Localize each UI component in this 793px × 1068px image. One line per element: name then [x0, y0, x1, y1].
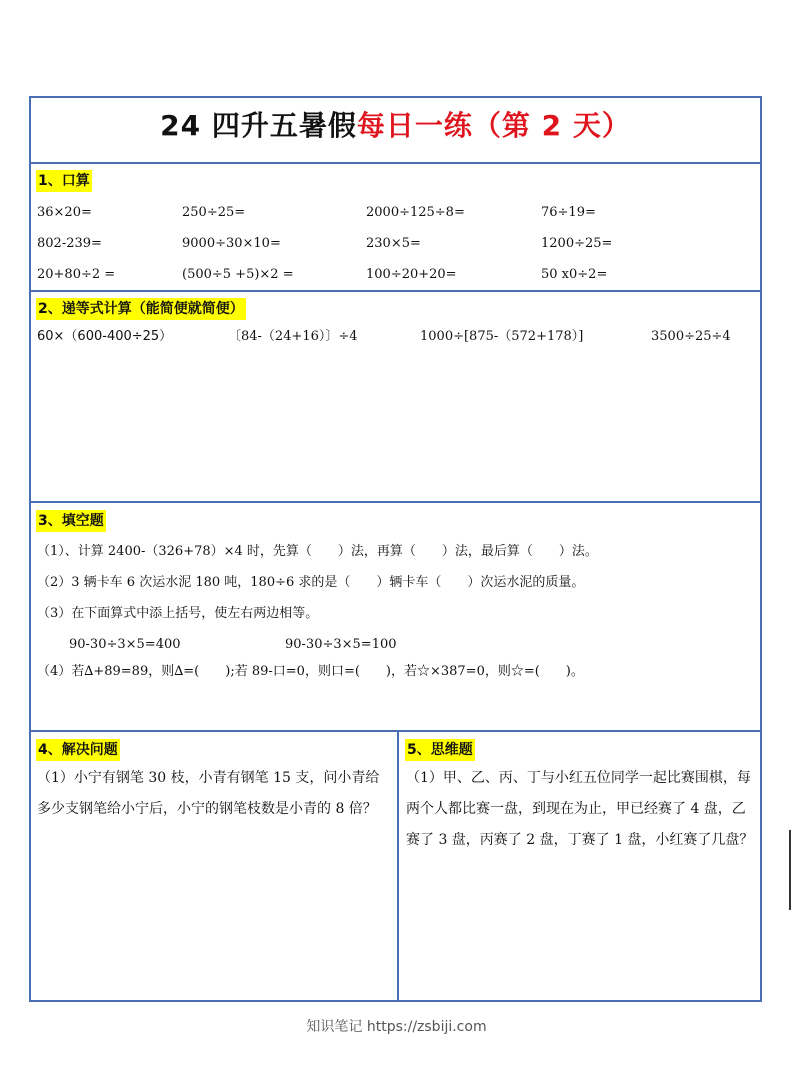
title-red-part: 每日一练（第 2 天）	[356, 109, 631, 142]
divider-sec1	[31, 290, 760, 292]
oral-calc-item: 100÷20+20=	[366, 267, 457, 282]
oral-calc-item: 802-239=	[37, 236, 102, 251]
section-4-heading: 4、解决问题	[36, 739, 120, 761]
stepwise-calc-item: 〔84-（24+16）〕÷4	[228, 329, 358, 344]
oral-calc-item: 1200÷25=	[541, 236, 613, 251]
title-black-part: 24 四升五暑假	[160, 109, 357, 142]
oral-calc-item: 50 x0÷2=	[541, 267, 608, 282]
fill-blank-q2: （2）3 辆卡车 6 次运水泥 180 吨，180÷6 求的是（ ）辆卡车（ ）次运水泥的质量。	[37, 575, 585, 590]
divider-sec4-sec5	[397, 730, 399, 1002]
problem-solving-text: （1）小宁有钢笔 30 枝，小青有钢笔 15 支，问小青给多少支钢笔给小宁后，小宁的钢笔枝数是小青的 8 倍？	[37, 770, 380, 817]
divider-title	[31, 162, 760, 164]
oral-calc-item: 20+80÷2 =	[37, 267, 116, 282]
section-2-heading: 2、递等式计算（能简便就简便）	[36, 298, 246, 320]
section-1-heading: 1、口算	[36, 170, 92, 192]
stepwise-calc-item: 60×（600-400÷25）	[37, 329, 173, 344]
divider-sec2	[31, 501, 760, 503]
oral-calc-item: 250÷25=	[182, 205, 246, 220]
oral-calc-item: 76÷19=	[541, 205, 596, 220]
oral-calc-item: 9000÷30×10=	[182, 236, 281, 251]
oral-calc-item: (500÷5 +5)×2 =	[182, 267, 294, 282]
stepwise-calc-item: 1000÷[875-（572+178）]	[420, 329, 584, 344]
fill-blank-q4: （4）若∆+89=89，则∆=( );若 89-口=0，则口=( )，若☆×387=0，则☆=( )。	[37, 664, 584, 679]
divider-sec3	[31, 730, 760, 732]
worksheet-table	[29, 96, 762, 1002]
oral-calc-item: 230×5=	[366, 236, 421, 251]
thinking-problem-text: （1）甲、乙、丙、丁与小红五位同学一起比赛围棋，每两个人都比赛一盘，到现在为止，甲已经赛了 4 盘，乙赛了 3 盘，丙赛了 2 盘，丁赛了 1 盘，小红赛了几盘？	[406, 770, 754, 848]
section-5-heading: 5、思维题	[405, 739, 475, 761]
stepwise-calc-item: 3500÷25÷4	[651, 329, 731, 344]
oral-calc-item: 2000÷125÷8=	[366, 205, 465, 220]
fill-blank-q1: （1）、计算 2400-（326+78）×4 时，先算（ ）法，再算（ ）法，最后算（ ）法。	[37, 544, 598, 559]
fill-blank-q3-expr-b: 90-30÷3×5=100	[285, 637, 397, 652]
page-title	[31, 104, 760, 144]
fill-blank-q3: （3）在下面算式中添上括号，使左右两边相等。	[37, 606, 319, 621]
oral-calc-item: 36×20=	[37, 205, 92, 220]
fill-blank-q3-expr-a: 90-30÷3×5=400	[69, 637, 181, 652]
section-3-heading: 3、填空题	[36, 510, 106, 532]
page-edge-mark	[789, 830, 791, 910]
footer-watermark: 知识笔记 https://zsbiji.com	[306, 1019, 487, 1035]
